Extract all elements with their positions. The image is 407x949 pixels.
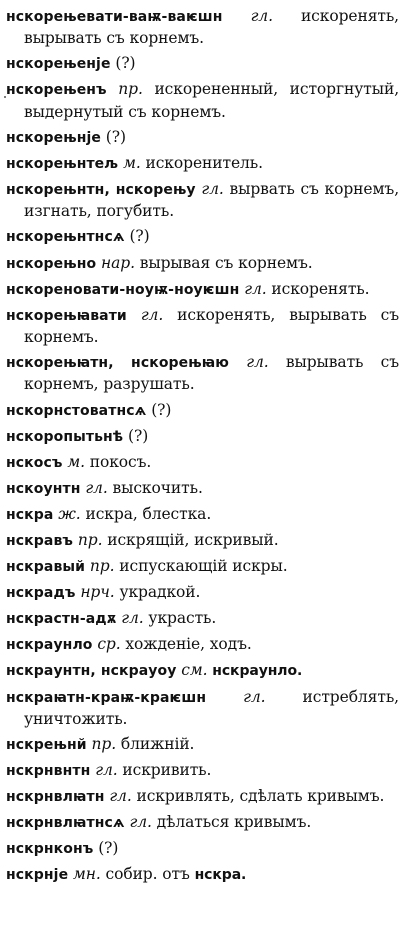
entry-definition: украсть.: [148, 609, 217, 628]
entry-headword: нскраунло: [6, 637, 93, 654]
entry-grammar: гл.: [250, 7, 273, 25]
dictionary-entry: [6, 530, 399, 552]
entry-definition: искривлять, сдѣлать кривымъ.: [136, 787, 385, 806]
entry-definition: ближній.: [120, 734, 195, 753]
entry-grammar: гл.: [244, 279, 267, 298]
entry-definition: искорененный, исторгнутый, выдернутый съ корнемъ.: [24, 80, 400, 121]
entry-grammar: пр.: [91, 734, 117, 753]
entry-definition: искривить.: [122, 761, 212, 780]
entry-definition: покосъ.: [89, 452, 152, 471]
entry-headword: нскорењенъ: [6, 82, 107, 99]
dictionary-entry: [6, 226, 399, 248]
dictionary-entry: [6, 838, 399, 860]
entry-headword: нскравый: [6, 559, 86, 576]
entry-grammar: гл.: [95, 761, 118, 780]
dictionary-entry: [6, 53, 399, 75]
entry-grammar: пр.: [118, 80, 143, 99]
entry-cross-reference: нскра.: [194, 867, 247, 884]
dictionary-entry: [6, 504, 399, 526]
entry-headword: нскорењнтнсѧ: [6, 229, 125, 246]
entry-grammar: гл.: [243, 687, 266, 706]
dictionary-entry: [6, 426, 399, 448]
entry-definition: (?): [151, 400, 172, 419]
entry-grammar: пр.: [89, 557, 115, 576]
dictionary-entry: [6, 279, 399, 301]
entry-headword: нскрнвнтн: [6, 763, 91, 780]
entry-definition: искоренять.: [271, 279, 370, 298]
entry-headword: нскорењевати-ваѭ-ваѥшн: [6, 9, 223, 25]
entry-headword: нскорењно: [6, 255, 97, 272]
entry-headword: нскрењнй: [6, 736, 87, 753]
dictionary-entry: [6, 305, 399, 349]
entry-headword: нскорењнје: [6, 129, 101, 146]
entry-headword: нскорнстоватнсѧ: [6, 402, 147, 419]
entry-grammar: ж.: [58, 504, 81, 523]
entry-headword: нскорењенје: [6, 56, 111, 73]
entry-grammar: гл.: [140, 305, 164, 324]
entry-definition: вырывать съ корнемъ, разрушать.: [24, 353, 399, 394]
dictionary-entry: [6, 812, 399, 834]
dictionary-entry: [6, 608, 399, 630]
dictionary-entry: [6, 582, 399, 604]
dictionary-entry: [6, 760, 399, 782]
dictionary-entry: [6, 478, 399, 500]
entry-definition: (?): [115, 54, 136, 73]
dictionary-entry: [6, 179, 399, 223]
entry-grammar: гл.: [201, 180, 224, 199]
entry-headword: нскорењꙗвати: [6, 307, 127, 324]
entry-grammar: мн.: [73, 865, 101, 884]
entry-headword: нскраунтн, нскрауоу: [6, 663, 177, 680]
entry-definition: собир. отъ: [105, 865, 190, 884]
print-speck: [4, 96, 6, 98]
entry-grammar: гл.: [246, 353, 269, 372]
entry-definition: искрящій, искривый.: [107, 530, 279, 549]
dictionary-entry: [6, 6, 399, 50]
dictionary-entry: [6, 253, 399, 275]
dictionary-entry: [6, 634, 399, 656]
entry-grammar: нрч.: [80, 583, 115, 602]
entry-grammar: гл.: [121, 609, 144, 628]
entry-headword: нскрнвлꙗтн: [6, 789, 105, 806]
entry-headword: нскраꙗтн-краѭ-краѥшн: [6, 689, 207, 706]
dictionary-entry: [6, 153, 399, 175]
dictionary-entry: [6, 452, 399, 474]
entry-headword: нскрадъ: [6, 585, 76, 602]
entry-definition: украдкой.: [119, 583, 201, 602]
dictionary-entry: [6, 864, 399, 886]
entry-headword: нскра: [6, 506, 54, 523]
dictionary-entry: [6, 352, 399, 396]
entry-grammar: пр.: [77, 530, 103, 549]
dictionary-entry: [6, 660, 399, 682]
entry-definition: (?): [129, 227, 150, 246]
dictionary-entry: [6, 556, 399, 578]
entry-definition: искра, блестка.: [85, 504, 212, 523]
dictionary-entry: [6, 687, 399, 731]
entry-headword: нскорењнтн, нскорењу: [6, 182, 196, 199]
entry-headword: нскрастн-адѫ: [6, 611, 117, 628]
entry-grammar: гл.: [85, 478, 108, 497]
entry-headword: нскрнје: [6, 867, 69, 884]
entry-grammar: м.: [67, 452, 85, 471]
entry-definition: испускающій искры.: [119, 557, 288, 576]
dictionary-entry: [6, 79, 399, 123]
entry-definition: (?): [128, 426, 149, 445]
entry-grammar: см.: [181, 661, 208, 680]
entry-grammar: м.: [123, 153, 141, 172]
entry-headword: нскореновати-ноуѭ-ноуѥшн: [6, 281, 240, 298]
entry-definition: вырывая съ корнемъ.: [139, 253, 313, 272]
entry-definition: вырвать съ корнемъ, изгнать, погубить.: [24, 180, 400, 221]
entry-headword: нскосъ: [6, 454, 63, 471]
entry-grammar: гл.: [109, 787, 132, 806]
entry-grammar: ср.: [97, 635, 121, 654]
entry-definition: (?): [98, 839, 119, 858]
dictionary-entry: [6, 400, 399, 422]
entry-list: [6, 6, 399, 887]
entry-definition: искоренять, вырывать съ корнемъ.: [24, 7, 400, 48]
entry-headword: нскоропытьнѣ: [6, 428, 124, 445]
entry-headword: нскравъ: [6, 532, 74, 549]
entry-definition: искоренитель.: [145, 153, 263, 172]
entry-cross-reference: нскраунло.: [212, 663, 303, 680]
entry-headword: нскоунтн: [6, 480, 81, 497]
dictionary-entry: [6, 786, 399, 808]
entry-headword: нскрнконъ: [6, 841, 94, 858]
dictionary-entry: [6, 127, 399, 149]
entry-definition: искоренять, вырывать съ корнемъ.: [24, 305, 400, 347]
entry-definition: (?): [105, 127, 126, 146]
entry-definition: дѣлаться кривымъ.: [156, 813, 312, 832]
entry-grammar: нар.: [101, 253, 135, 272]
entry-headword: нскорењꙗтн, нскорењꙗю: [6, 355, 229, 372]
entry-headword: нскорењнтељ: [6, 155, 119, 172]
entry-headword: нскрнвлꙗтнсѧ: [6, 815, 125, 832]
dictionary-entry: [6, 734, 399, 756]
entry-definition: хожденіе, ходъ.: [125, 635, 252, 654]
entry-definition: истреблять, уничтожить.: [24, 687, 399, 728]
entry-grammar: гл.: [129, 813, 152, 832]
entry-definition: выскочить.: [112, 478, 203, 497]
